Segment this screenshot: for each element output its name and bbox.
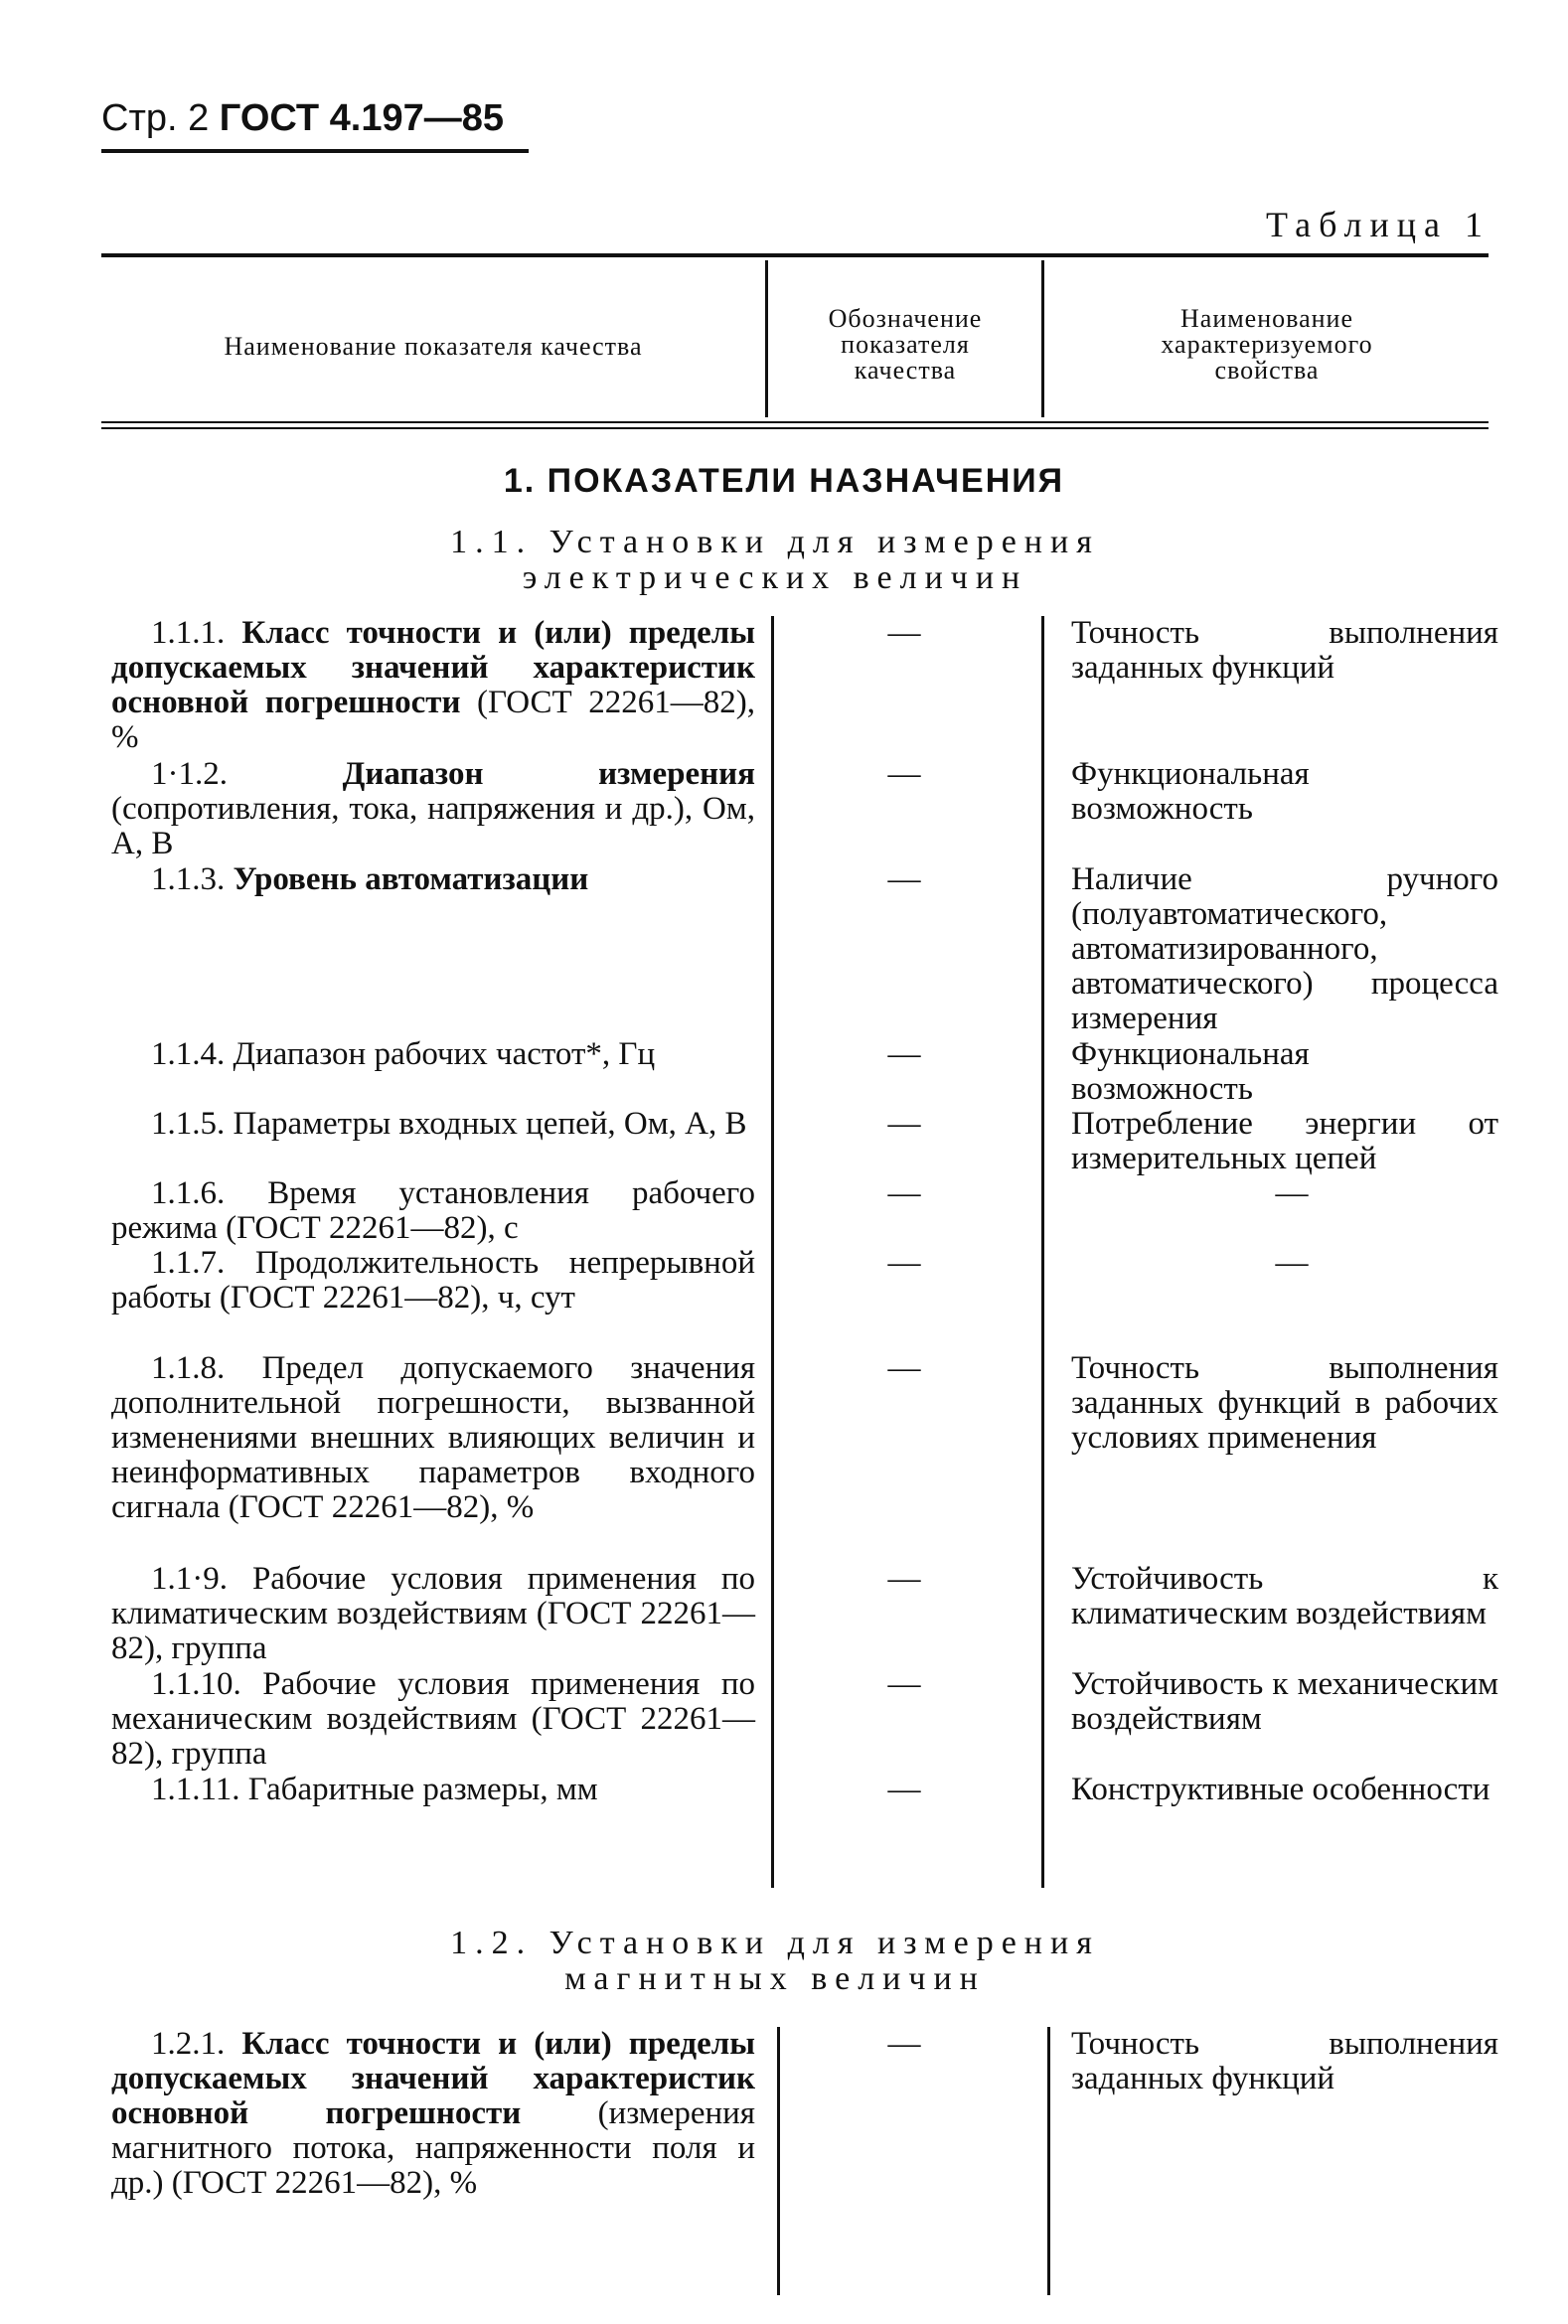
page-header: [101, 97, 504, 140]
indicator-name-cell: [111, 1176, 755, 1246]
indicator-name-cell: [111, 616, 755, 755]
property-cell: Точность выполнения заданных функций: [1071, 2026, 1498, 2096]
indicator-number: 1.1.5.: [151, 1106, 234, 1142]
indicator-name-text: Продолжительность непрерывной работы (ГОСТ 22261—82), ч, сут: [111, 1245, 755, 1316]
indicator-number: 1.1·9.: [151, 1561, 252, 1597]
designation-cell: —: [887, 1350, 921, 1386]
table-top-rule: [101, 253, 1489, 257]
indicator-name-text: Рабочие условия применения по климатическим воздействиям (ГОСТ 22261—82), группа: [111, 1561, 755, 1666]
designation-cell: —: [887, 1036, 921, 1072]
indicator-number: 1.1.10.: [151, 1666, 263, 1702]
property-cell: —: [1275, 1245, 1309, 1281]
indicator-name-cell: [111, 1107, 755, 1142]
indicator-number: 1.1.6.: [151, 1175, 268, 1211]
indicator-name-cell: [111, 1667, 755, 1772]
column-header-property-line: свойства: [1214, 356, 1320, 385]
table-label: Таблица 1: [1266, 205, 1490, 244]
indicator-name-text: Предел допускаемого значения дополнительной погрешности, вызванной изменениями внешних влияющих величин и неинформативных параметров входного сигнала (ГОСТ 22261—82), %: [111, 1350, 756, 1525]
subsection-title-line: магнитных величин: [564, 1960, 986, 1997]
page-number: Стр. 2: [101, 97, 210, 139]
column-header-property: [1045, 306, 1489, 384]
property-cell: Точность выполнения заданных функций в рабочих условиях применения: [1071, 1350, 1498, 1456]
subsection-title-line: 1.1. Установки для измерения: [450, 524, 1100, 560]
property-cell: Устойчивость к механическим воздействиям: [1071, 1666, 1498, 1737]
subsection-title-1: [298, 525, 1252, 596]
column-divider-1: [771, 616, 774, 1888]
column-header-designation-line: Обозначение: [828, 304, 983, 333]
property-cell: Функциональная возможность: [1071, 756, 1310, 827]
column-header-designation-line: качества: [854, 356, 957, 385]
header-bottom-rule-2: [101, 427, 1489, 429]
designation-cell: —: [887, 1245, 921, 1281]
property-cell: Потребление энергии от измерительных цепей: [1071, 1106, 1498, 1176]
column-header-property-line: характеризуемого: [1161, 330, 1373, 359]
indicator-name-cell: [111, 1351, 755, 1525]
indicator-number: 1.1.7.: [151, 1245, 255, 1281]
indicator-name-text: Габаритные размеры, мм: [247, 1772, 598, 1807]
column-header-designation: [769, 306, 1041, 384]
indicator-name-cell: [111, 1246, 755, 1316]
designation-cell: —: [887, 1666, 921, 1702]
column-header-property-line: Наименование: [1180, 304, 1353, 333]
property-cell: Точность выполнения заданных функций: [1071, 615, 1498, 686]
header-divider-1: [765, 260, 768, 417]
indicator-name-cell: [111, 1562, 755, 1666]
property-cell: Конструктивные особенности: [1071, 1772, 1490, 1807]
column-header-designation-line: показателя: [841, 330, 970, 359]
indicator-name-cell: [111, 1773, 755, 1807]
designation-cell: —: [887, 1561, 921, 1597]
header-bottom-rule-1: [101, 421, 1489, 423]
indicator-name-text: (измерения магнитного потока, напряженности поля и др.) (ГОСТ 22261—82), %: [111, 2095, 755, 2201]
indicator-name-cell: [111, 2027, 755, 2201]
indicator-number: 1.1.3.: [151, 861, 234, 897]
property-cell: Наличие ручного (полуавтоматического, автоматизированного, автоматического) процесса измерения: [1071, 861, 1498, 1036]
indicator-name-cell: [111, 862, 755, 897]
property-cell: Устойчивость к климатическим воздействиям: [1071, 1561, 1498, 1631]
subsection-title-2: [298, 1926, 1252, 1997]
indicator-name-bold: Класс точности и (или) пределы допускаемых значений характеристик основной погрешности: [111, 2026, 755, 2131]
designation-cell: —: [887, 756, 921, 792]
header-rule: [101, 149, 529, 153]
indicator-name-bold: Класс точности и (или) пределы допускаемых значений характеристик основной погрешности: [111, 615, 755, 720]
property-cell: —: [1275, 1175, 1309, 1211]
indicator-name-text: Параметры входных цепей, Ом, А, В: [233, 1106, 747, 1142]
indicator-name-cell: [111, 1037, 755, 1072]
column-divider-2: [1041, 616, 1044, 1888]
standard-designation: ГОСТ 4.197—85: [219, 97, 505, 139]
indicator-name-text: Диапазон рабочих частот*, Гц: [233, 1036, 656, 1072]
designation-cell: —: [887, 1772, 921, 1807]
indicator-name-text: (сопротивления, тока, напряжения и др.), Ом, А, В: [111, 791, 755, 861]
designation-cell: —: [887, 1175, 921, 1211]
subsection-title-line: электрических величин: [522, 559, 1028, 596]
indicator-name-text: (ГОСТ 22261—82), %: [111, 685, 756, 755]
indicator-name-text: Рабочие условия применения по механическим воздействиям (ГОСТ 22261—82), группа: [111, 1666, 755, 1772]
designation-cell: —: [887, 2026, 921, 2062]
property-cell: Функциональная возможность: [1071, 1036, 1310, 1107]
designation-cell: —: [887, 615, 921, 651]
indicator-name-cell: [111, 757, 755, 861]
column-divider-3: [777, 2027, 780, 2295]
indicator-name-bold: Диапазон измерения: [342, 756, 755, 792]
indicator-number: 1.1.1.: [151, 615, 242, 651]
indicator-name-text: Время установления рабочего режима (ГОСТ 22261—82), с: [111, 1175, 755, 1246]
section-title: 1. ПОКАЗАТЕЛИ НАЗНАЧЕНИЯ: [503, 462, 1065, 500]
indicator-number: 1.1.8.: [151, 1350, 262, 1386]
indicator-name-bold: Уровень автоматизации: [233, 861, 589, 897]
column-header-name: Наименование показателя качества: [224, 332, 643, 361]
indicator-number: 1.2.1.: [151, 2026, 242, 2062]
column-divider-4: [1047, 2027, 1050, 2295]
header-divider-2: [1041, 260, 1044, 417]
indicator-number: 1·1.2.: [151, 756, 343, 792]
designation-cell: —: [887, 1106, 921, 1142]
subsection-title-line: 1.2. Установки для измерения: [450, 1925, 1100, 1961]
indicator-number: 1.1.4.: [151, 1036, 234, 1072]
indicator-number: 1.1.11.: [151, 1772, 248, 1807]
designation-cell: —: [887, 861, 921, 897]
